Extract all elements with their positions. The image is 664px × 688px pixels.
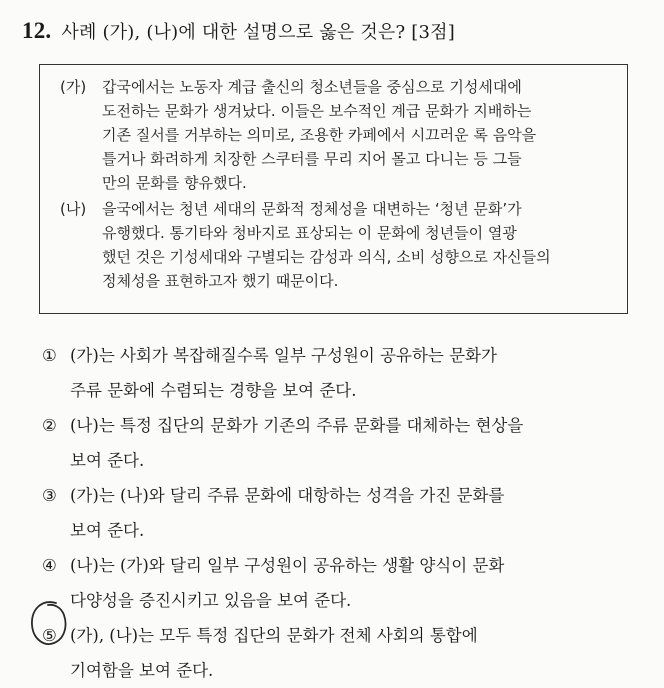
passage-line: 도전하는 문화가 생겨났다. 이들은 보수적인 계급 문화가 지배하는 xyxy=(102,102,532,120)
option-marker: ① xyxy=(42,346,57,365)
option-marker: ④ xyxy=(42,556,57,575)
passage-line: 정체성을 표현하고자 했기 때문이다. xyxy=(102,272,339,290)
passage-line: 만의 문화를 향유했다. xyxy=(102,174,247,192)
question-header xyxy=(22,18,455,44)
option-marker: ③ xyxy=(42,486,57,505)
passage-line: 틀거나 화려하게 치장한 스쿠터를 무리 지어 몰고 다니는 등 그들 xyxy=(102,150,522,168)
question-number: 12. xyxy=(22,18,52,43)
option-4[interactable] xyxy=(42,548,652,618)
passage-box xyxy=(39,64,628,314)
option-5[interactable] xyxy=(42,618,652,688)
option-line: 기여함을 보여 준다. xyxy=(70,661,214,680)
option-line: (가)는 사회가 복잡해질수록 일부 구성원이 공유하는 문화가 xyxy=(70,346,497,365)
option-1[interactable] xyxy=(42,338,652,408)
question-text: 사례 (가), (나)에 대한 설명으로 옳은 것은? [3점] xyxy=(61,22,455,43)
answer-options xyxy=(42,338,652,688)
option-line: 주류 문화에 수렴되는 경향을 보여 준다. xyxy=(70,381,357,400)
option-line: (가), (나)는 모두 특정 집단의 문화가 전체 사회의 통합에 xyxy=(70,626,478,645)
option-line: (나)는 특정 집단의 문화가 기존의 주류 문화를 대체하는 현상을 xyxy=(70,416,524,435)
passage-line: 기존 질서를 거부하는 의미로, 조용한 카페에서 시끄러운 록 음악을 xyxy=(102,126,537,144)
passage-line: 유행했다. 통기타와 청바지로 표상되는 이 문화에 청년들이 열광 xyxy=(102,224,517,242)
option-line: 다양성을 증진시키고 있음을 보여 준다. xyxy=(70,591,352,610)
option-line: (나)는 (가)와 달리 일부 구성원이 공유하는 생활 양식이 문화 xyxy=(70,556,505,575)
option-3[interactable] xyxy=(42,478,652,548)
passage-na xyxy=(60,197,616,293)
passage-line: 을국에서는 청년 세대의 문화적 정체성을 대변하는 ‘청년 문화’가 xyxy=(102,200,522,218)
option-line: (가)는 (나)와 달리 주류 문화에 대항하는 성격을 가진 문화를 xyxy=(70,486,505,505)
passage-ga xyxy=(60,75,616,195)
passage-tag-na: (나) xyxy=(60,200,87,218)
option-2[interactable] xyxy=(42,408,652,478)
option-line: 보여 준다. xyxy=(70,521,145,540)
passage-line: 했던 것은 기성세대와 구별되는 감성과 의식, 소비 성향으로 자신들의 xyxy=(102,248,551,266)
option-marker: ② xyxy=(42,416,57,435)
passage-line: 갑국에서는 노동자 계급 출신의 청소년들을 중심으로 기성세대에 xyxy=(102,78,522,96)
passage-tag-ga: (가) xyxy=(60,78,87,96)
option-marker: ⑤ xyxy=(42,626,57,645)
option-line: 보여 준다. xyxy=(70,451,145,470)
